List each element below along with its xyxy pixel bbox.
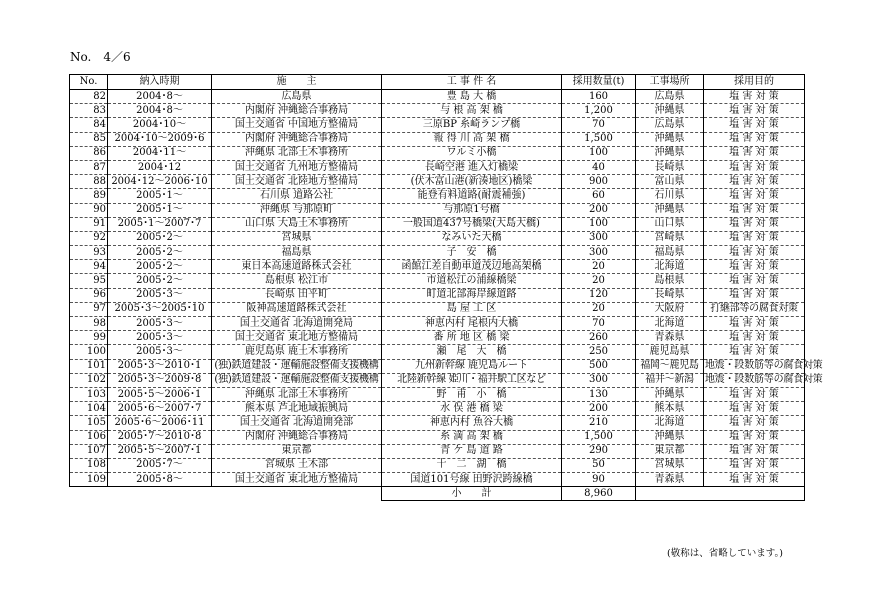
row-no: 107 <box>70 444 108 458</box>
row-location: 宮城県 <box>636 458 704 472</box>
row-location: 長崎県 <box>636 288 704 302</box>
row-project-name: 水 俣 港 橋 梁 <box>382 402 562 416</box>
row-quantity: 260 <box>562 331 636 345</box>
row-owner: 国土交通省 北海道開発局 <box>212 317 382 331</box>
row-project-name: 与 根 高 架 橋 <box>382 104 562 118</box>
row-delivery-period: 2005･3～ <box>108 345 212 359</box>
row-owner: 広島県 <box>212 90 382 104</box>
row-no: 84 <box>70 118 108 132</box>
row-project-name: 島 屋 工 区 <box>382 302 562 316</box>
table-row <box>70 160 805 174</box>
row-owner: 鹿児島県 鹿土木事務所 <box>212 345 382 359</box>
row-purpose: 塩 害 対 策 <box>704 246 805 260</box>
row-project-name: 三原BP 糸崎ランプ橋 <box>382 118 562 132</box>
header-project-name: 工 事 件 名 <box>382 75 562 90</box>
row-owner: 国土交通省 北陸地方整備局 <box>212 175 382 189</box>
row-delivery-period: 2004･8～ <box>108 90 212 104</box>
row-location: 北海道 <box>636 317 704 331</box>
row-project-name: 野 甫 小 橋 <box>382 387 562 401</box>
table-header-row <box>70 75 805 90</box>
row-delivery-period: 2005･1～ <box>108 203 212 217</box>
row-no: 92 <box>70 231 108 245</box>
row-no: 102 <box>70 373 108 387</box>
row-project-name: 国道101号線 田野沢跨線橋 <box>382 473 562 487</box>
row-location: 北海道 <box>636 260 704 274</box>
table-row <box>70 231 805 245</box>
row-purpose: 塩 害 対 策 <box>704 118 805 132</box>
row-delivery-period: 2005･2～ <box>108 231 212 245</box>
row-delivery-period: 2005･3～ <box>108 331 212 345</box>
row-project-name: 一般国道437号橋梁(大島大橋) <box>382 217 562 231</box>
row-purpose: 塩 害 対 策 <box>704 217 805 231</box>
row-project-name: 瀬 尾 大 橋 <box>382 345 562 359</box>
row-location: 島根県 <box>636 274 704 288</box>
row-quantity: 40 <box>562 160 636 174</box>
row-purpose: 地震・段数筋等の腐食対策 <box>704 359 805 373</box>
row-location: 山口県 <box>636 217 704 231</box>
table-row <box>70 118 805 132</box>
row-owner: 熊本県 芦北地域振興局 <box>212 402 382 416</box>
header-delivery-period: 納入時期 <box>108 75 212 90</box>
row-purpose: 塩 害 対 策 <box>704 387 805 401</box>
row-no: 100 <box>70 345 108 359</box>
row-owner: 宮城県 土木部 <box>212 458 382 472</box>
row-no: 97 <box>70 302 108 316</box>
row-owner: 阪神高速道路株式会社 <box>212 302 382 316</box>
row-owner: 山口県 大島土木事務所 <box>212 217 382 231</box>
subtotal-empty <box>636 487 805 501</box>
row-delivery-period: 2005･3～ <box>108 317 212 331</box>
row-no: 83 <box>70 104 108 118</box>
row-project-name: 函館江差自動車道茂辺地高架橋 <box>382 260 562 274</box>
row-location: 福岡～鹿児島 <box>636 359 704 373</box>
subtotal-value: 8,960 <box>562 487 636 501</box>
row-project-name: 番 所 地 区 橋 梁 <box>382 331 562 345</box>
row-purpose: 塩 害 対 策 <box>704 146 805 160</box>
table-row <box>70 146 805 160</box>
row-quantity: 20 <box>562 260 636 274</box>
row-owner: 東京都 <box>212 444 382 458</box>
table-row <box>70 104 805 118</box>
header-purpose: 採用目的 <box>704 75 805 90</box>
row-project-name: 報 得 川 高 架 橋 <box>382 132 562 146</box>
table-row <box>70 387 805 401</box>
row-owner: (独)鉄道建設・運輸施設整備支援機構 <box>212 373 382 387</box>
row-quantity: 130 <box>562 387 636 401</box>
table-row <box>70 359 805 373</box>
row-owner: 島根県 松江市 <box>212 274 382 288</box>
row-project-name: 十 二 湖 橋 <box>382 458 562 472</box>
table-row <box>70 444 805 458</box>
table-row <box>70 246 805 260</box>
row-delivery-period: 2004･11～ <box>108 146 212 160</box>
row-no: 93 <box>70 246 108 260</box>
row-owner: 沖縄県 与那原町 <box>212 203 382 217</box>
row-no: 88 <box>70 175 108 189</box>
row-quantity: 500 <box>562 359 636 373</box>
row-purpose: 塩 害 対 策 <box>704 90 805 104</box>
row-location: 東京都 <box>636 444 704 458</box>
row-location: 福井～新潟 <box>636 373 704 387</box>
table-row <box>70 260 805 274</box>
row-owner: 沖縄県 北部土木事務所 <box>212 146 382 160</box>
table-row <box>70 402 805 416</box>
row-delivery-period: 2005･2～ <box>108 246 212 260</box>
row-project-name: ワルミ小橋 <box>382 146 562 160</box>
row-quantity: 90 <box>562 473 636 487</box>
row-no: 85 <box>70 132 108 146</box>
table-row <box>70 274 805 288</box>
row-purpose: 塩 害 対 策 <box>704 231 805 245</box>
row-project-name: 神恵内村 尾根内大橋 <box>382 317 562 331</box>
table-row <box>70 302 805 316</box>
row-no: 103 <box>70 387 108 401</box>
row-project-name: 豊 島 大 橋 <box>382 90 562 104</box>
row-no: 86 <box>70 146 108 160</box>
page-number: No. 4／6 <box>70 50 131 64</box>
row-no: 101 <box>70 359 108 373</box>
table-row <box>70 331 805 345</box>
row-delivery-period: 2004･12～2006･10 <box>108 175 212 189</box>
row-quantity: 300 <box>562 246 636 260</box>
row-location: 宮崎県 <box>636 231 704 245</box>
row-quantity: 300 <box>562 231 636 245</box>
row-purpose: 地震・段数筋等の腐食対策 <box>704 373 805 387</box>
row-owner: (独)鉄道建設・運輸施設整備支援機構 <box>212 359 382 373</box>
row-owner: 国土交通省 東北地方整備局 <box>212 473 382 487</box>
row-purpose: 塩 害 対 策 <box>704 331 805 345</box>
row-location: 沖縄県 <box>636 132 704 146</box>
row-purpose: 塩 害 対 策 <box>704 416 805 430</box>
row-purpose: 塩 害 対 策 <box>704 288 805 302</box>
row-delivery-period: 2005･3～2009･8 <box>108 373 212 387</box>
row-no: 109 <box>70 473 108 487</box>
row-owner: 国土交通省 九州地方整備局 <box>212 160 382 174</box>
row-purpose: 塩 害 対 策 <box>704 260 805 274</box>
row-location: 青森県 <box>636 331 704 345</box>
row-owner: 福島県 <box>212 246 382 260</box>
row-owner: 内閣府 沖縄総合事務局 <box>212 104 382 118</box>
row-location: 富山県 <box>636 175 704 189</box>
row-quantity: 1,500 <box>562 132 636 146</box>
row-purpose: 塩 害 対 策 <box>704 458 805 472</box>
row-owner: 内閣府 沖縄総合事務局 <box>212 132 382 146</box>
row-no: 99 <box>70 331 108 345</box>
row-purpose: 塩 害 対 策 <box>704 345 805 359</box>
table-row <box>70 373 805 387</box>
row-location: 北海道 <box>636 416 704 430</box>
row-no: 87 <box>70 160 108 174</box>
row-delivery-period: 2005･2～ <box>108 260 212 274</box>
row-delivery-period: 2004･12 <box>108 160 212 174</box>
row-delivery-period: 2005･7～2010･8 <box>108 430 212 444</box>
row-no: 90 <box>70 203 108 217</box>
row-purpose: 塩 害 対 策 <box>704 473 805 487</box>
row-project-name: 長崎空港 進入灯橋梁 <box>382 160 562 174</box>
row-delivery-period: 2005･7～ <box>108 458 212 472</box>
row-owner: 内閣府 沖縄総合事務局 <box>212 430 382 444</box>
table-row <box>70 203 805 217</box>
table-row <box>70 473 805 487</box>
table-row <box>70 317 805 331</box>
row-delivery-period: 2005･3～2010･1 <box>108 359 212 373</box>
row-project-name: なみいた大橋 <box>382 231 562 245</box>
row-purpose: 塩 害 対 策 <box>704 132 805 146</box>
subtotal-label: 小 計 <box>382 487 562 501</box>
row-quantity: 20 <box>562 302 636 316</box>
row-no: 95 <box>70 274 108 288</box>
row-project-name: 市道松江の浦線橋梁 <box>382 274 562 288</box>
row-delivery-period: 2005･8～ <box>108 473 212 487</box>
row-project-name: 能登有料道路(耐震補強) <box>382 189 562 203</box>
row-no: 89 <box>70 189 108 203</box>
row-delivery-period: 2005･1～2007･7 <box>108 217 212 231</box>
row-location: 長崎県 <box>636 160 704 174</box>
header-quantity: 採用数量(t) <box>562 75 636 90</box>
table-row <box>70 430 805 444</box>
subtotal-row <box>70 487 805 501</box>
subtotal-blank <box>70 487 382 501</box>
row-purpose: 塩 害 対 策 <box>704 203 805 217</box>
row-project-name: (伏木富山港(新湊地区)橋梁 <box>382 175 562 189</box>
row-delivery-period: 2005･3～ <box>108 288 212 302</box>
row-project-name: 町道北部海岸線道路 <box>382 288 562 302</box>
row-delivery-period: 2005･2～ <box>108 274 212 288</box>
table-row <box>70 132 805 146</box>
row-delivery-period: 2005･5～2007･1 <box>108 444 212 458</box>
row-location: 沖縄県 <box>636 146 704 160</box>
row-purpose: 塩 害 対 策 <box>704 274 805 288</box>
row-owner: 沖縄県 北部土木事務所 <box>212 387 382 401</box>
row-quantity: 20 <box>562 274 636 288</box>
row-project-name: 子 安 橋 <box>382 246 562 260</box>
row-quantity: 200 <box>562 402 636 416</box>
row-purpose: 塩 害 対 策 <box>704 104 805 118</box>
row-location: 熊本県 <box>636 402 704 416</box>
row-no: 106 <box>70 430 108 444</box>
delivery-record-table <box>69 74 823 501</box>
row-project-name: 糸 満 高 架 橋 <box>382 430 562 444</box>
row-location: 広島県 <box>636 90 704 104</box>
row-purpose: 塩 害 対 策 <box>704 189 805 203</box>
row-owner: 国土交通省 東北地方整備局 <box>212 331 382 345</box>
row-quantity: 50 <box>562 458 636 472</box>
row-quantity: 200 <box>562 203 636 217</box>
row-owner: 長崎県 田平町 <box>212 288 382 302</box>
row-purpose: 塩 害 対 策 <box>704 175 805 189</box>
row-purpose: 塩 害 対 策 <box>704 317 805 331</box>
footnote: (敬称は、省略しています。) <box>667 548 783 559</box>
table-row <box>70 189 805 203</box>
row-no: 96 <box>70 288 108 302</box>
row-delivery-period: 2004･10～ <box>108 118 212 132</box>
row-location: 沖縄県 <box>636 430 704 444</box>
row-quantity: 900 <box>562 175 636 189</box>
row-location: 大阪府 <box>636 302 704 316</box>
row-delivery-period: 2005･6～2007･7 <box>108 402 212 416</box>
row-delivery-period: 2005･1～ <box>108 189 212 203</box>
table-row <box>70 288 805 302</box>
row-project-name: 青 ケ 島 道 路 <box>382 444 562 458</box>
row-quantity: 160 <box>562 90 636 104</box>
row-no: 82 <box>70 90 108 104</box>
row-purpose: 塩 害 対 策 <box>704 402 805 416</box>
row-no: 108 <box>70 458 108 472</box>
row-quantity: 100 <box>562 217 636 231</box>
row-quantity: 1,200 <box>562 104 636 118</box>
row-location: 沖縄県 <box>636 104 704 118</box>
row-location: 沖縄県 <box>636 203 704 217</box>
row-project-name: 九州新幹線 鹿児島ルート <box>382 359 562 373</box>
row-location: 鹿児島県 <box>636 345 704 359</box>
row-delivery-period: 2005･5～2006･1 <box>108 387 212 401</box>
table-row <box>70 175 805 189</box>
table-row <box>70 345 805 359</box>
row-owner: 国土交通省 北海道開発部 <box>212 416 382 430</box>
table-row <box>70 90 805 104</box>
row-quantity: 70 <box>562 118 636 132</box>
row-project-name: 北陸新幹線 姫川・福井駅工区など <box>382 373 562 387</box>
row-quantity: 300 <box>562 373 636 387</box>
row-no: 104 <box>70 402 108 416</box>
row-quantity: 70 <box>562 317 636 331</box>
row-no: 94 <box>70 260 108 274</box>
row-quantity: 290 <box>562 444 636 458</box>
header-no: No. <box>70 75 108 90</box>
row-quantity: 210 <box>562 416 636 430</box>
row-delivery-period: 2004･10～2009･6 <box>108 132 212 146</box>
row-purpose: 塩 害 対 策 <box>704 444 805 458</box>
row-quantity: 250 <box>562 345 636 359</box>
row-quantity: 1,500 <box>562 430 636 444</box>
row-location: 沖縄県 <box>636 387 704 401</box>
row-purpose: 塩 害 対 策 <box>704 160 805 174</box>
row-location: 青森県 <box>636 473 704 487</box>
row-project-name: 神恵内村 魚谷大橋 <box>382 416 562 430</box>
row-delivery-period: 2005･3～2005･10 <box>108 302 212 316</box>
row-delivery-period: 2005･6～2006･11 <box>108 416 212 430</box>
table-row <box>70 416 805 430</box>
row-owner: 石川県 道路公社 <box>212 189 382 203</box>
table-row <box>70 217 805 231</box>
row-no: 91 <box>70 217 108 231</box>
row-no: 105 <box>70 416 108 430</box>
header-owner: 施 主 <box>212 75 382 90</box>
row-purpose: 塩 害 対 策 <box>704 430 805 444</box>
row-purpose: 打継部等の腐食対策 <box>704 302 805 316</box>
row-owner: 宮城県 <box>212 231 382 245</box>
table-row <box>70 458 805 472</box>
header-location: 工事場所 <box>636 75 704 90</box>
row-location: 広島県 <box>636 118 704 132</box>
row-quantity: 120 <box>562 288 636 302</box>
row-owner: 東日本高速道路株式会社 <box>212 260 382 274</box>
row-quantity: 60 <box>562 189 636 203</box>
row-delivery-period: 2004･8～ <box>108 104 212 118</box>
row-quantity: 100 <box>562 146 636 160</box>
row-owner: 国土交通省 中国地方整備局 <box>212 118 382 132</box>
row-location: 石川県 <box>636 189 704 203</box>
row-project-name: 与那原1号橋 <box>382 203 562 217</box>
row-location: 福島県 <box>636 246 704 260</box>
row-no: 98 <box>70 317 108 331</box>
